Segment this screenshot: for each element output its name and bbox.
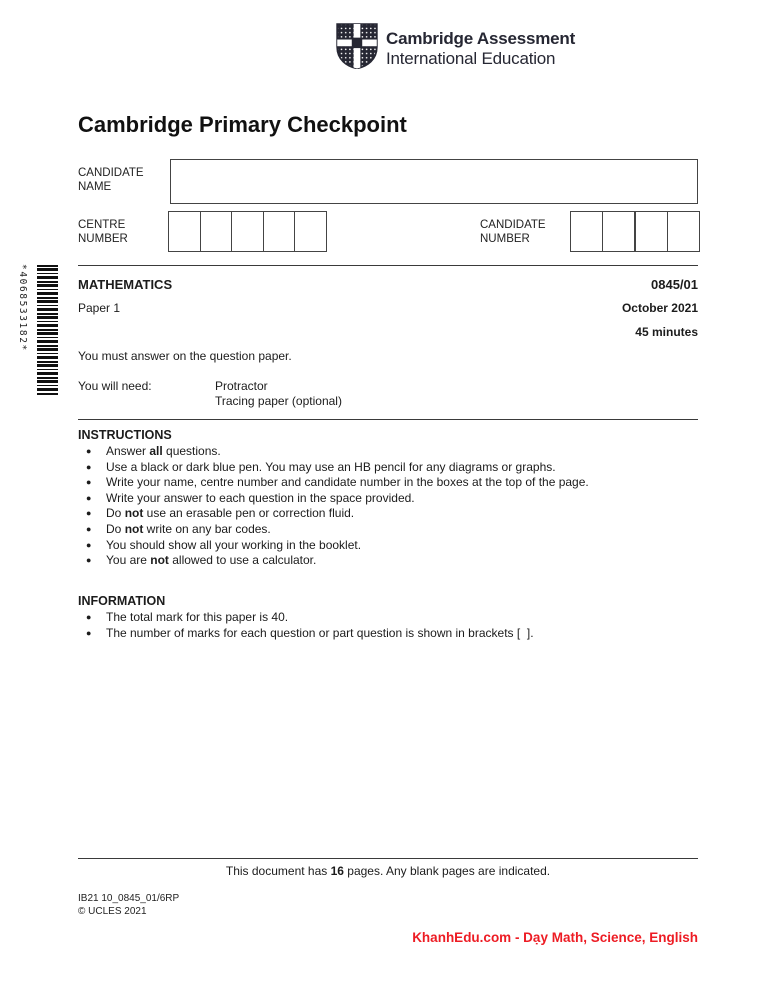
candidate-name-box[interactable]	[170, 159, 698, 204]
information-item: ● The number of marks for each question or part question is shown in brackets [ ].	[86, 625, 534, 640]
divider-middle	[78, 419, 698, 420]
logo-wordmark	[386, 29, 575, 69]
information-list	[78, 610, 698, 641]
paper-code: 0845/01	[651, 277, 698, 292]
instruction-item: ● You should show all your working in the booklet.	[86, 537, 362, 552]
need-item: Tracing paper (optional)	[215, 394, 342, 408]
barcode-text: *4068533182*	[17, 264, 28, 352]
divider-footer	[78, 858, 698, 859]
centre-number-cell[interactable]	[200, 212, 232, 251]
candidate-number-cells[interactable]	[570, 211, 700, 252]
candidate-number-cell[interactable]	[571, 212, 602, 251]
bullet-icon: ●	[86, 446, 92, 456]
subject-title: MATHEMATICS	[78, 277, 173, 292]
cambridge-shield-icon	[336, 23, 378, 74]
you-will-need-label: You will need:	[78, 379, 152, 393]
instructions-heading: INSTRUCTIONS	[78, 428, 172, 442]
subject-row	[78, 277, 698, 292]
bullet-icon: ●	[86, 523, 92, 534]
logo-line2: International Education	[386, 48, 556, 68]
instruction-item: ● Do not write on any bar codes.	[86, 521, 271, 536]
paper-number: Paper 1	[78, 301, 121, 315]
exam-duration: 45 minutes	[635, 325, 698, 339]
bullet-icon: ●	[86, 627, 92, 638]
cambridge-logo	[336, 23, 575, 74]
centre-number-cell[interactable]	[231, 212, 263, 251]
bullet-icon: ●	[86, 539, 92, 550]
candidate-number-label: CANDIDATE NUMBER	[480, 219, 546, 245]
bullet-icon: ●	[86, 508, 92, 519]
centre-number-label: CENTRE NUMBER	[78, 219, 128, 245]
barcode-icon	[37, 265, 58, 396]
instruction-item: ● Use a black or dark blue pen. You may use an HB pencil for any diagrams or graphs.	[86, 459, 556, 474]
bullet-icon: ●	[86, 461, 92, 472]
bullet-icon: ●	[86, 492, 92, 503]
exam-session: October 2021	[621, 301, 698, 315]
need-item: Protractor	[215, 379, 268, 393]
need-items	[215, 379, 342, 409]
paper-row	[78, 301, 698, 315]
logo-line1: Cambridge Assessment	[386, 28, 576, 48]
instruction-item: ● You are not allowed to use a calculator.	[86, 553, 317, 568]
instruction-item: ● Answer all questions.	[86, 444, 221, 458]
information-item: ● The total mark for this paper is 40.	[86, 610, 289, 624]
bullet-icon: ●	[86, 555, 92, 566]
divider-top	[78, 265, 698, 266]
answer-note: You must answer on the question paper.	[78, 349, 292, 363]
centre-number-cell[interactable]	[263, 212, 295, 251]
watermark: KhanhEdu.com - Dạy Math, Science, English	[412, 930, 698, 945]
information-heading: INFORMATION	[78, 594, 166, 608]
copyright: © UCLES 2021	[78, 906, 147, 917]
instruction-item: ● Write your answer to each question in the space provided.	[86, 490, 415, 505]
candidate-number-cell[interactable]	[602, 212, 634, 251]
bullet-icon: ●	[86, 477, 92, 488]
centre-number-cell[interactable]	[169, 212, 200, 251]
bullet-icon: ●	[86, 612, 92, 622]
candidate-number-cell[interactable]	[634, 212, 667, 251]
instructions-list	[78, 444, 698, 569]
page-title: Cambridge Primary Checkpoint	[78, 112, 407, 137]
reference-code: IB21 10_0845_01/6RP	[78, 893, 180, 904]
centre-number-cell[interactable]	[294, 212, 326, 251]
page-count-note: This document has 16 pages. Any blank pages are indicated.	[225, 864, 551, 878]
candidate-name-label: CANDIDATE NAME	[78, 167, 144, 193]
instruction-item: ● Do not use an erasable pen or correction fluid.	[86, 506, 355, 521]
centre-number-cells[interactable]	[168, 211, 327, 252]
candidate-number-cell[interactable]	[667, 212, 699, 251]
instruction-item: ● Write your name, centre number and candidate number in the boxes at the top of the page.	[86, 475, 589, 490]
